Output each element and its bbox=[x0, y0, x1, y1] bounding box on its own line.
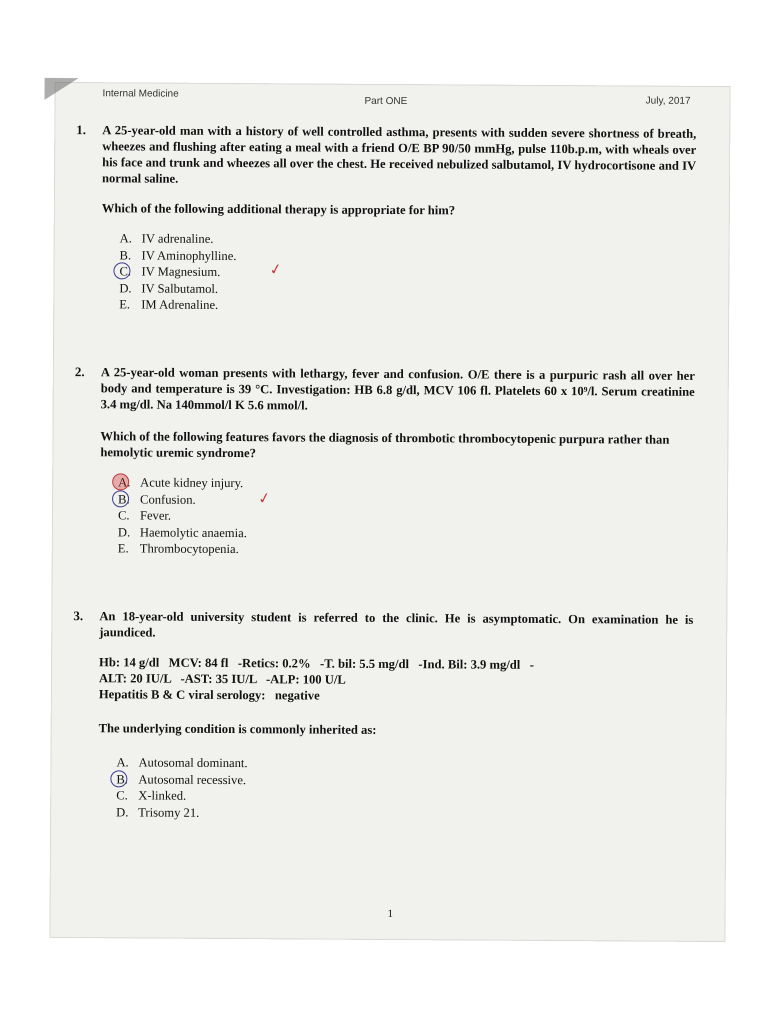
lab-line-1: Hb: 14 g/dl MCV: 84 fl -Retics: 0.2% -T. bil: 5.5 mg/dl -Ind. Bil: 3.9 mg/dl - bbox=[99, 655, 534, 672]
option-d: D. Trisomy 21. bbox=[116, 804, 200, 820]
lab-results bbox=[99, 654, 693, 706]
header-subject: Internal Medicine bbox=[102, 88, 179, 100]
selected-answer-circle bbox=[112, 490, 129, 507]
check-mark-icon: ✓ bbox=[268, 259, 284, 280]
options-list bbox=[118, 474, 694, 560]
option-b: B. IV Aminophylline. bbox=[119, 247, 237, 263]
option-e: E. Thrombocytopenia. bbox=[117, 541, 239, 557]
header-part: Part ONE bbox=[364, 95, 408, 108]
question-prompt: Which of the following additional therapy is appropriate for him? bbox=[101, 201, 456, 218]
question-stem: A 25-year-old woman presents with lethargy, fever and confusion. O/E there is a purpuric rash all over her body and temperature is 39 °C. Investigation: HB 6.8 g/dl, MCV 106 fl. Platelets 60 x 10⁹/l. Serum creatinine 3.4 mg/dl. Na 140mmol/l K 5.6 mmol/l. bbox=[100, 365, 695, 413]
option-d: D. Haemolytic anaemia. bbox=[117, 524, 247, 540]
lab-line-3: Hepatitis B & C viral serology: negative bbox=[98, 687, 320, 703]
option-a: A. Acute kidney injury. bbox=[118, 474, 694, 494]
question-number: 2. bbox=[74, 364, 85, 380]
option-e: E. IM Adrenaline. bbox=[119, 297, 219, 312]
question-2 bbox=[74, 364, 695, 560]
question-stem: A 25-year-old man with a history of well controlled asthma, presents with sudden severe shortness of breath, wheezes and flushing after eating a meal with a friend O/E BP 90/50 mmHg, pulse 110b.p.m, with wheals over his face and trunk and wheezes all over the chest. He received nebulized salbutamol, IV hydrocortisone and IV normal saline. bbox=[101, 123, 697, 186]
options-list bbox=[116, 754, 692, 824]
question-prompt: Which of the following features favors the diagnosis of thrombotic thrombocytopenic purpura rather than hemolytic uremic syndrome? bbox=[100, 429, 670, 461]
header-date: July, 2017 bbox=[645, 95, 691, 107]
question-stem: An 18-year-old university student is referred to the clinic. He is asymptomatic. On examination he is jaundiced. bbox=[99, 609, 694, 640]
question-1 bbox=[75, 122, 696, 316]
question-number: 1. bbox=[76, 122, 87, 138]
option-c: C. X-linked. bbox=[116, 788, 187, 803]
folded-corner bbox=[45, 78, 79, 100]
option-b: B. Autosomal recessive. bbox=[116, 771, 692, 791]
option-b: B. Confusion. ✓ bbox=[118, 491, 694, 511]
check-mark-icon: ✓ bbox=[256, 487, 273, 508]
question-number: 3. bbox=[73, 608, 84, 624]
option-c: C. IV Magnesium. ✓ bbox=[119, 263, 695, 283]
lab-line-2: ALT: 20 IU/L -AST: 35 IU/L -ALP: 100 U/L bbox=[98, 671, 346, 687]
selected-answer-circle bbox=[110, 770, 127, 787]
crossed-answer-mark bbox=[112, 473, 129, 490]
option-d: D. IV Salbutamol. bbox=[119, 280, 219, 296]
selected-answer-circle bbox=[113, 262, 130, 279]
option-c: C. Fever. bbox=[117, 508, 172, 523]
question-prompt: The underlying condition is commonly inherited as: bbox=[98, 721, 377, 737]
options-list bbox=[119, 230, 695, 316]
exam-paper bbox=[49, 82, 730, 942]
option-a: A. Autosomal dominant. bbox=[116, 755, 248, 771]
page-number: 1 bbox=[387, 907, 394, 921]
option-a: A. IV adrenaline. bbox=[119, 231, 214, 246]
question-3 bbox=[72, 608, 693, 824]
